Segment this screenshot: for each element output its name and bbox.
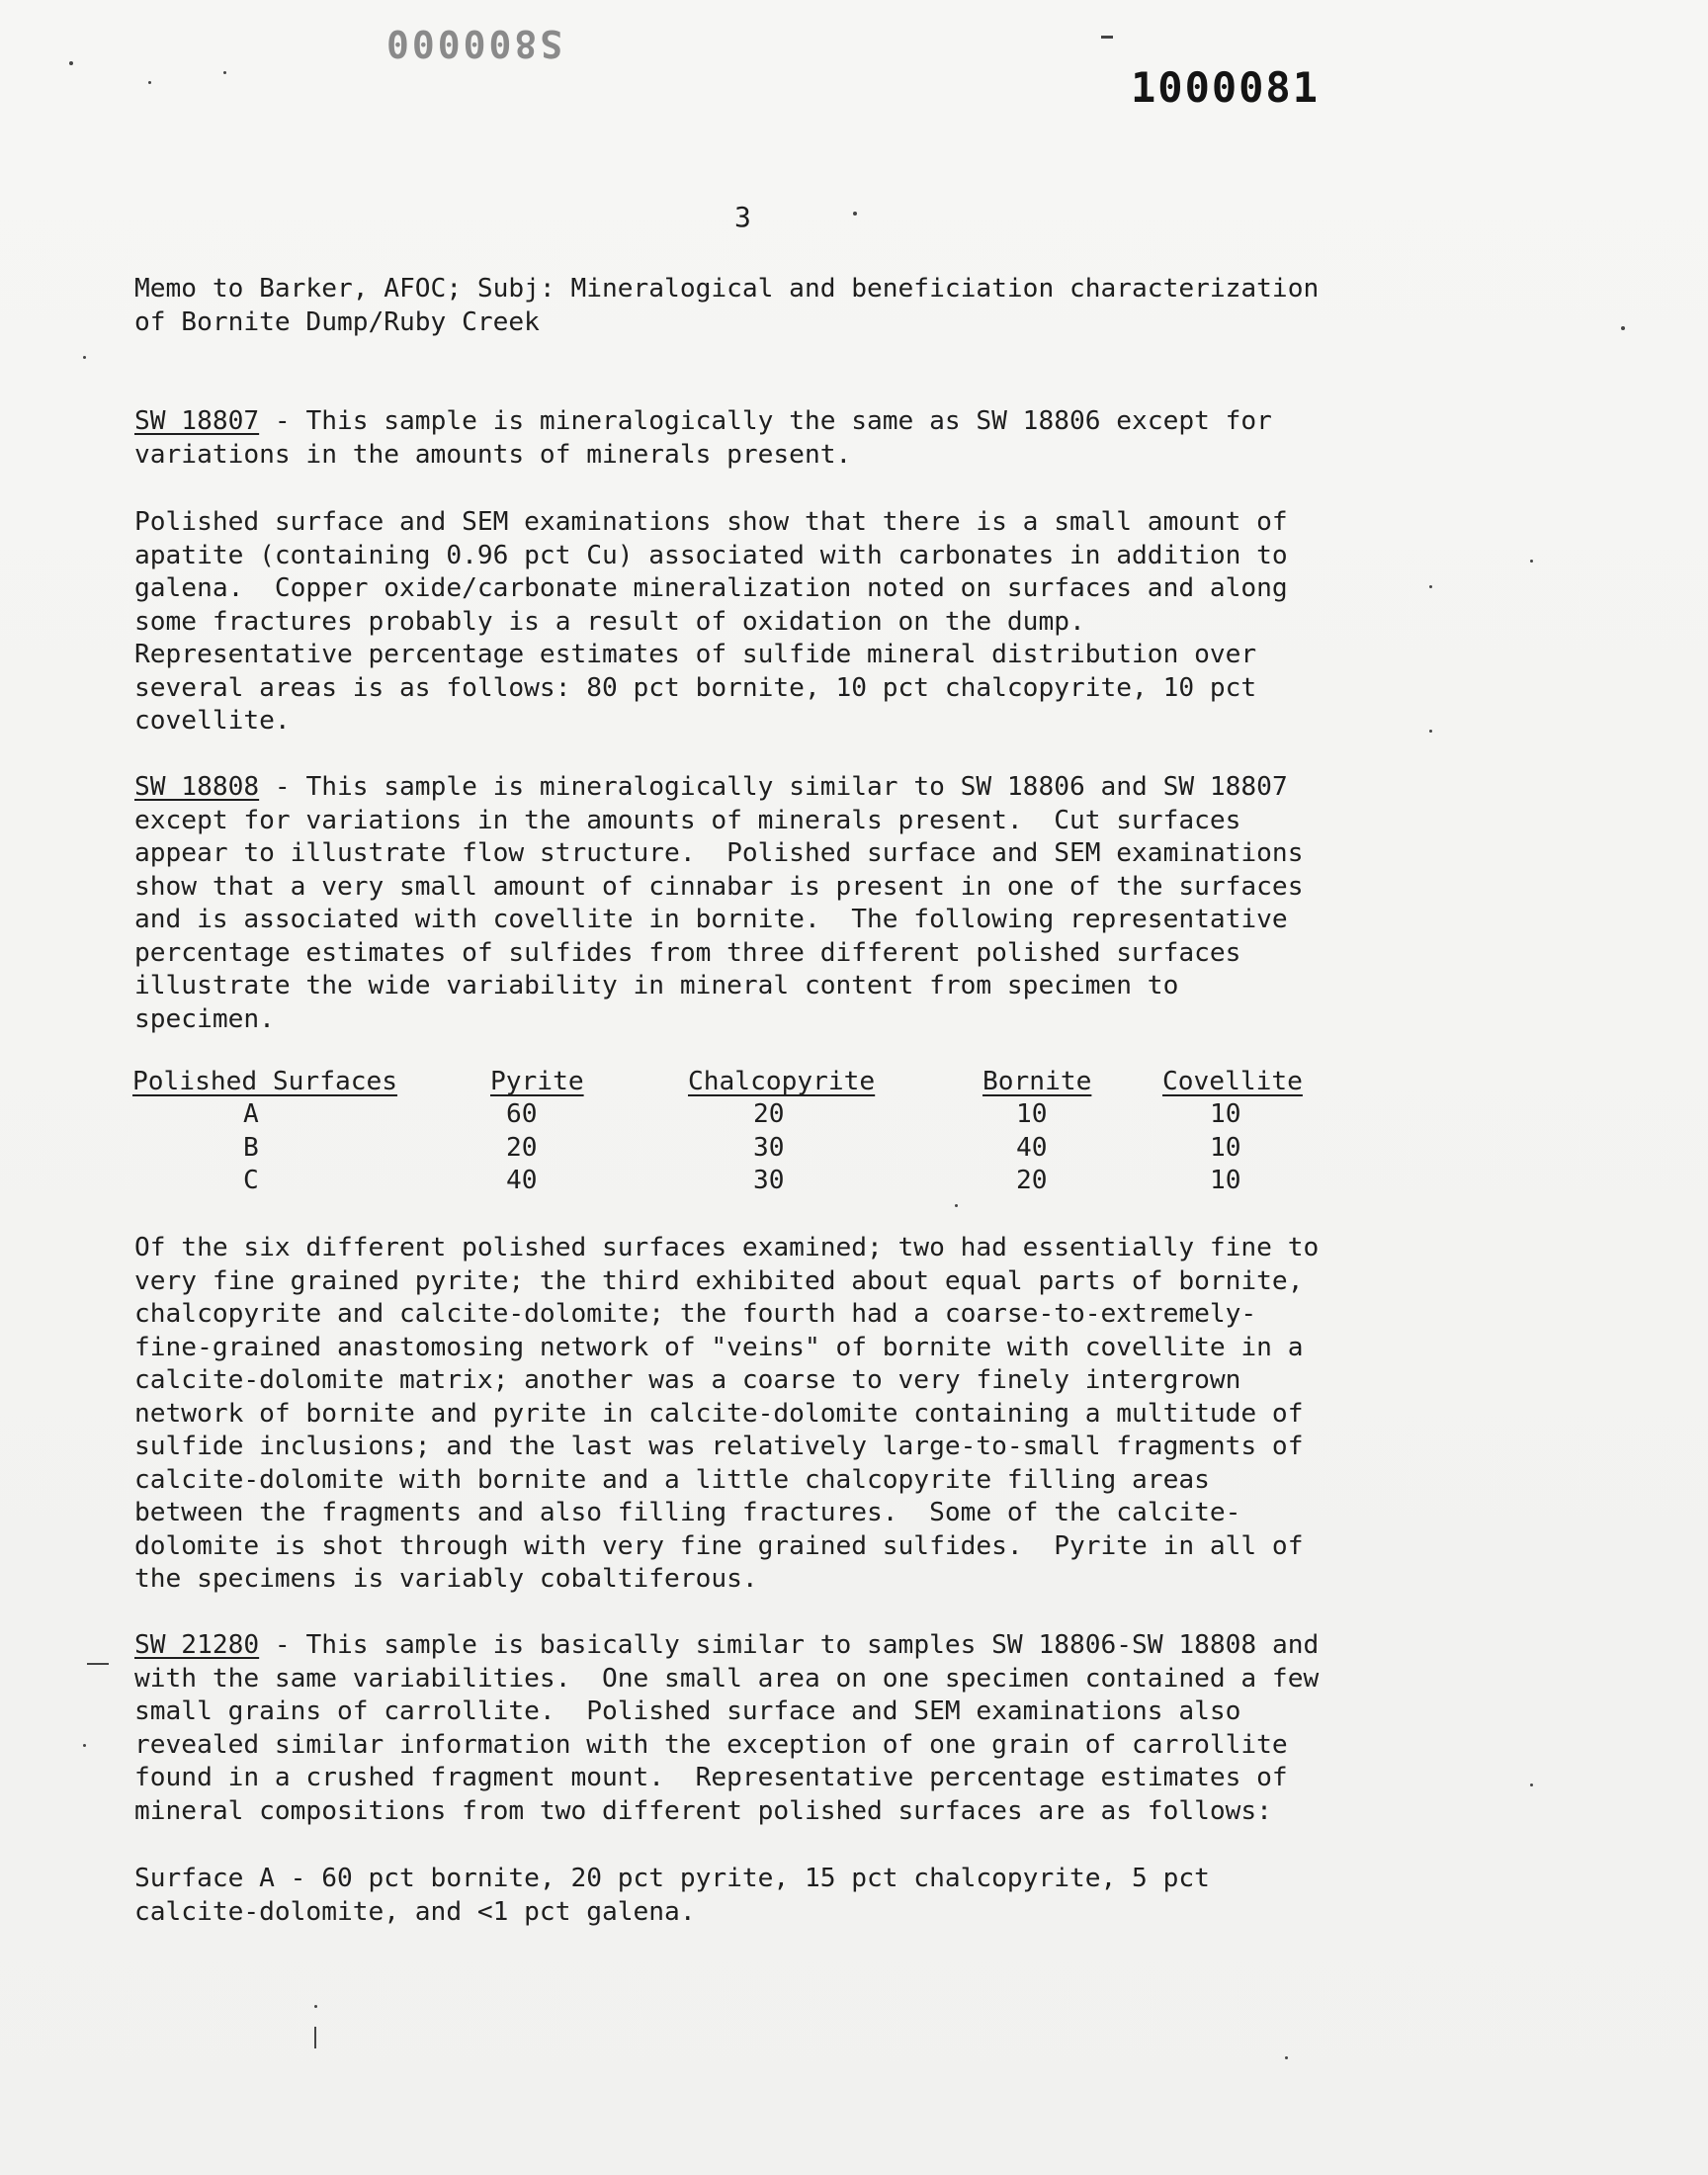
scan-speck	[1621, 326, 1625, 330]
paragraph-line: calcite-dolomite matrix; another was a coarse to very finely intergrown	[134, 1365, 1241, 1395]
scan-speck	[1101, 36, 1113, 39]
section-sw18807	[134, 405, 1419, 472]
table-cell: 10	[1210, 1133, 1241, 1163]
paragraph-line: illustrate the wide variability in mineral content from specimen to	[134, 971, 1179, 1000]
table-cell: 10	[1016, 1099, 1048, 1129]
scan-speck	[314, 2027, 316, 2048]
table-cell: 40	[506, 1166, 538, 1195]
table-cell: 40	[1016, 1133, 1048, 1163]
table-cell: 30	[753, 1166, 785, 1195]
paragraph-line: covellite.	[134, 706, 291, 736]
paragraph-six-surfaces	[134, 1232, 1419, 1597]
scan-speck	[1429, 585, 1432, 588]
paragraph-line: variations in the amounts of minerals present.	[134, 439, 852, 470]
scan-speck	[87, 1663, 109, 1665]
paragraph-line: revealed similar information with the exception of one grain of carrollite	[134, 1729, 1288, 1760]
scan-speck	[1530, 560, 1533, 563]
paragraph-line: calcite-dolomite, and <1 pct galena.	[134, 1896, 696, 1927]
paragraph-line: Surface A - 60 pct bornite, 20 pct pyrite, 15 pct chalcopyrite, 5 pct	[134, 1864, 1210, 1893]
section-sw18808	[134, 771, 1419, 1036]
paragraph-line: - This sample is mineralogically the same as SW 18806 except for	[259, 406, 1272, 436]
paragraph-line: Polished surface and SEM examinations show that there is a small amount of	[134, 507, 1288, 537]
memo-header-line: of Bornite Dump/Ruby Creek	[134, 306, 540, 337]
memo-header-line: Memo to Barker, AFOC; Subj: Mineralogical and beneficiation characterization	[134, 274, 1320, 304]
scan-speck	[148, 81, 151, 84]
scan-speck	[853, 212, 857, 216]
paragraph-line: chalcopyrite and calcite-dolomite; the fourth had a coarse-to-extremely-	[134, 1299, 1257, 1329]
table-cell: 60	[506, 1099, 538, 1129]
paragraph-line: appear to illustrate flow structure. Polished surface and SEM examinations	[134, 838, 1304, 868]
paragraph-line: Representative percentage estimates of sulfide mineral distribution over	[134, 640, 1257, 669]
paragraph-line: galena. Copper oxide/carbonate mineralization noted on surfaces and along	[134, 573, 1288, 603]
scan-speck	[1530, 1784, 1533, 1786]
table-cell: A	[243, 1099, 259, 1129]
paragraph-line: the specimens is variably cobaltiferous.	[134, 1564, 758, 1594]
paragraph-line: Of the six different polished surfaces examined; two had essentially fine to	[134, 1233, 1320, 1262]
scan-speck	[1285, 2056, 1288, 2059]
paragraph-line: several areas is as follows: 80 pct bornite, 10 pct chalcopyrite, 10 pct	[134, 672, 1257, 703]
table-header: Bornite	[982, 1067, 1092, 1096]
paragraph-line: show that a very small amount of cinnabar is present in one of the surfaces	[134, 871, 1304, 902]
table-cell: 20	[753, 1099, 785, 1129]
scan-speck	[223, 71, 226, 74]
scan-speck	[955, 1204, 958, 1207]
table-cell: C	[243, 1166, 259, 1195]
paragraph-line: fine-grained anastomosing network of "veins" of bornite with covellite in a	[134, 1332, 1304, 1362]
paragraph-line: percentage estimates of sulfides from three different polished surfaces	[134, 937, 1241, 968]
page-number: 3	[734, 201, 751, 233]
table-cell: 20	[506, 1133, 538, 1163]
paragraph-line: calcite-dolomite with bornite and a little chalcopyrite filling areas	[134, 1464, 1210, 1495]
scan-speck	[83, 1744, 86, 1747]
paragraph-line: and is associated with covellite in bornite. The following representative	[134, 905, 1288, 934]
paragraph-line: - This sample is basically similar to samples SW 18806-SW 18808 and	[259, 1630, 1320, 1660]
table-header: Covellite	[1162, 1067, 1303, 1096]
paragraph-line: mineral compositions from two different polished surfaces are as follows:	[134, 1795, 1272, 1826]
scan-speck	[1429, 730, 1432, 733]
surface-a-composition	[134, 1863, 1419, 1929]
paragraph-line: some fractures probably is a result of oxidation on the dump.	[134, 606, 1085, 637]
sample-id: SW 21280	[134, 1630, 260, 1660]
paragraph-line: with the same variabilities. One small area on one specimen contained a few	[134, 1663, 1320, 1694]
table-cell: 20	[1016, 1166, 1048, 1195]
faint-stamp-number: S800000	[384, 22, 563, 65]
section-sw21280	[134, 1629, 1419, 1828]
scan-speck	[69, 61, 73, 65]
table-cell: B	[243, 1133, 259, 1163]
scan-speck	[314, 2005, 317, 2008]
paragraph-line: found in a crushed fragment mount. Representative percentage estimates of	[134, 1763, 1288, 1792]
table-cell: 10	[1210, 1166, 1241, 1195]
sample-id: SW 18808	[134, 772, 260, 802]
table-header: Chalcopyrite	[688, 1067, 876, 1096]
paragraph-line: small grains of carrollite. Polished surface and SEM examinations also	[134, 1696, 1241, 1726]
table-header: Pyrite	[490, 1067, 584, 1096]
sample-id: SW 18807	[134, 406, 260, 436]
memo-header	[134, 273, 1419, 339]
paragraph-line: apatite (containing 0.96 pct Cu) associated with carbonates in addition to	[134, 540, 1288, 570]
table-cell: 10	[1210, 1099, 1241, 1129]
scan-speck	[83, 356, 86, 359]
paragraph-line: between the fragments and also filling fractures. Some of the calcite-	[134, 1498, 1241, 1527]
paragraph-line: very fine grained pyrite; the third exhibited about equal parts of bornite,	[134, 1265, 1304, 1296]
paragraph-polished-surface	[134, 506, 1419, 739]
paragraph-line: dolomite is shot through with very fine grained sulfides. Pyrite in all of	[134, 1530, 1304, 1561]
paragraph-line: sulfide inclusions; and the last was relatively large-to-small fragments of	[134, 1432, 1304, 1461]
paragraph-line: except for variations in the amounts of minerals present. Cut surfaces	[134, 805, 1241, 835]
document-control-number: 1000081	[1131, 63, 1321, 112]
table-cell: 30	[753, 1133, 785, 1163]
paragraph-line: - This sample is mineralogically similar to SW 18806 and SW 18807	[259, 772, 1288, 802]
paragraph-line: network of bornite and pyrite in calcite-dolomite containing a multitude of	[134, 1398, 1304, 1429]
paragraph-line: specimen.	[134, 1003, 275, 1034]
table-header: Polished Surfaces	[132, 1067, 398, 1096]
